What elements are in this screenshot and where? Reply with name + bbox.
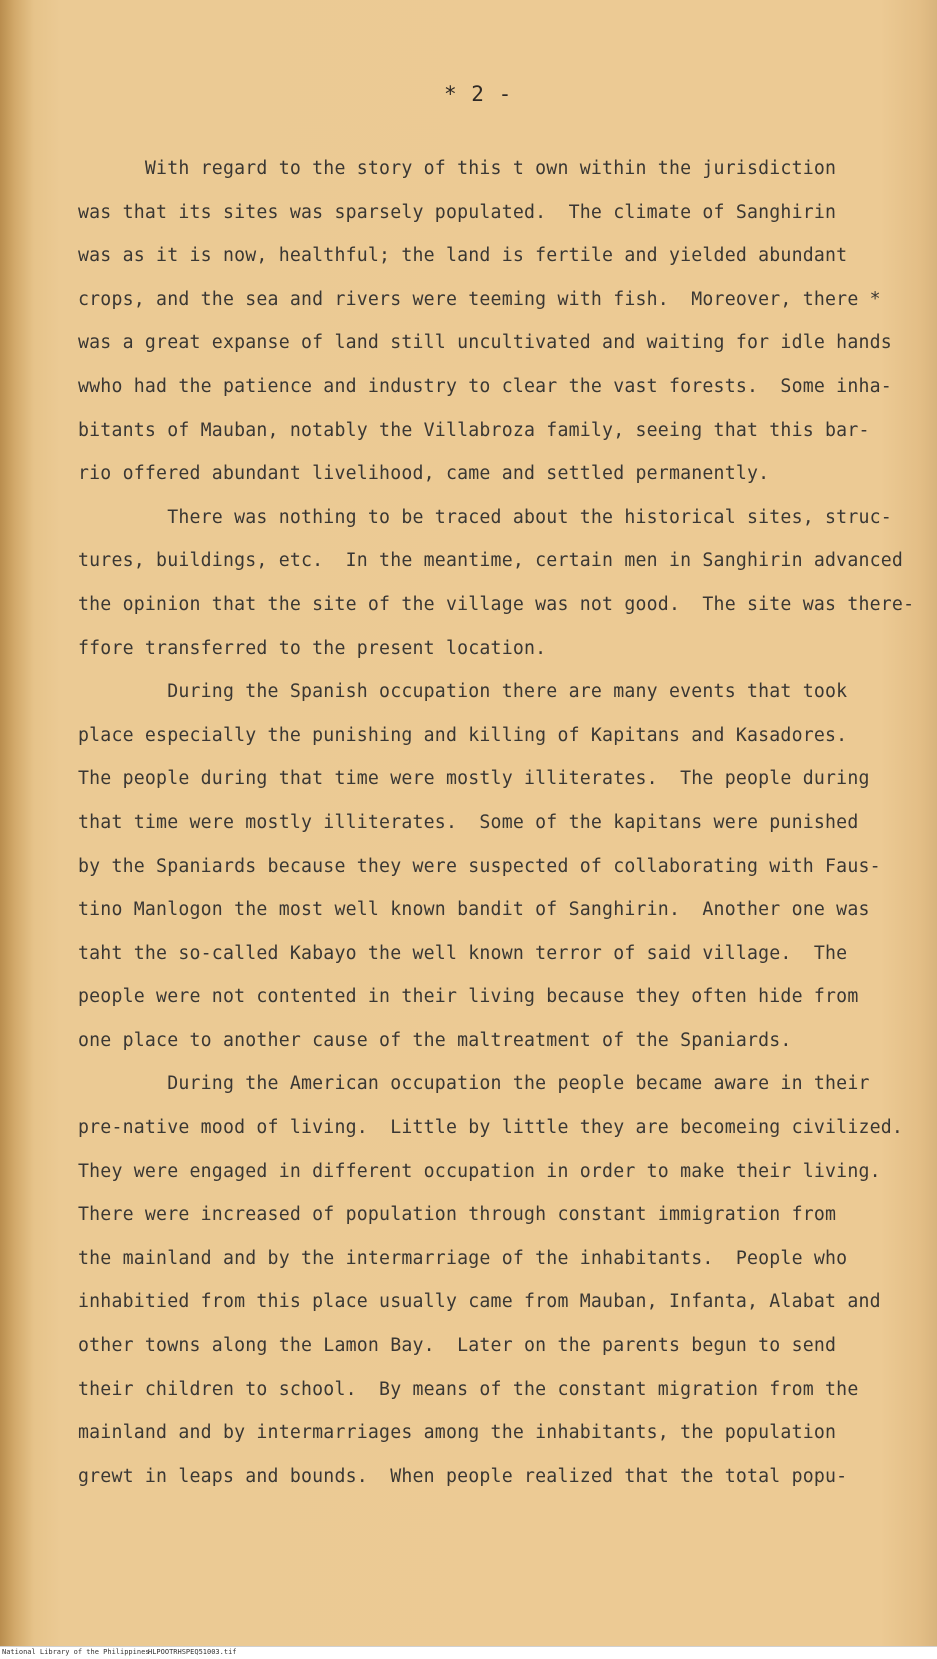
text-line: ffore transferred to the present location. bbox=[78, 637, 547, 659]
paragraph-4 bbox=[78, 1062, 904, 1498]
text-line: their children to school. By means of the constant migration from the bbox=[78, 1378, 859, 1400]
text-line: pre-native mood of living. Little by little they are becomeing civilized. bbox=[78, 1117, 904, 1139]
text-line: The people during that time were mostly illiterates. The people during bbox=[78, 768, 870, 790]
text-line: was a great expanse of land still uncultivated and waiting for idle hands bbox=[78, 332, 892, 354]
paragraph-2 bbox=[78, 496, 915, 670]
scan-footer bbox=[0, 1646, 937, 1659]
paragraph-1 bbox=[78, 147, 898, 496]
text-line: that time were mostly illiterates. Some of the kapitans were punished bbox=[78, 811, 859, 833]
text-line: place especially the punishing and killing of Kapitans and Kasadores. bbox=[78, 724, 848, 746]
text-line: crops, and the sea and rivers were teeming with fish. Moreover, there * bbox=[78, 288, 881, 310]
page-number: * 2 - bbox=[444, 82, 513, 106]
text-line: inhabitied from this place usually came from Mauban, Infanta, Alabat and bbox=[78, 1291, 881, 1313]
text-line: one place to another cause of the maltreatment of the Spaniards. bbox=[78, 1029, 792, 1051]
text-line: wwho had the patience and industry to clear the vast forests. Some inha- bbox=[78, 375, 892, 397]
text-line: During the American occupation the people became aware in their bbox=[78, 1073, 870, 1095]
text-line: rio offered abundant livelihood, came and settled permanently. bbox=[78, 463, 770, 485]
text-line: other towns along the Lamon Bay. Later on the parents begun to send bbox=[78, 1335, 837, 1357]
document-body bbox=[78, 147, 915, 1498]
text-line: During the Spanish occupation there are many events that took bbox=[78, 681, 848, 703]
text-line: people were not contented in their living because they often hide from bbox=[78, 986, 859, 1008]
footer-source: National Library of the Philippines bbox=[2, 1648, 150, 1656]
text-line: With regard to the story of this t own within the jurisdiction bbox=[78, 158, 837, 179]
text-line: There was nothing to be traced about the historical sites, struc- bbox=[78, 506, 892, 528]
text-line: the mainland and by the intermarriage of the inhabitants. People who bbox=[78, 1247, 848, 1269]
footer-filename: HLPOOTRHSPEQ51003.tif bbox=[148, 1648, 237, 1656]
text-line: bitants of Mauban, notably the Villabroza family, seeing that this bar- bbox=[78, 419, 870, 441]
text-line: There were increased of population through constant immigration from bbox=[78, 1204, 837, 1226]
text-line: was as it is now, healthful; the land is fertile and yielded abundant bbox=[78, 245, 848, 267]
text-line: tino Manlogon the most well known bandit of Sanghirin. Another one was bbox=[78, 899, 870, 921]
text-line: grewt in leaps and bounds. When people realized that the total popu- bbox=[78, 1465, 848, 1487]
text-line: the opinion that the site of the village was not good. The site was there- bbox=[78, 593, 915, 615]
paragraph-3 bbox=[78, 670, 898, 1062]
text-line: by the Spaniards because they were suspected of collaborating with Faus- bbox=[78, 855, 881, 877]
text-line: tures, buildings, etc. In the meantime, certain men in Sanghirin advanced bbox=[78, 550, 904, 572]
text-line: taht the so-called Kabayo the well known terror of said village. The bbox=[78, 942, 848, 964]
text-line: was that its sites was sparsely populated. The climate of Sanghirin bbox=[78, 201, 837, 223]
text-line: mainland and by intermarriages among the inhabitants, the population bbox=[78, 1422, 837, 1444]
text-line: They were engaged in different occupation in order to make their living. bbox=[78, 1160, 881, 1182]
